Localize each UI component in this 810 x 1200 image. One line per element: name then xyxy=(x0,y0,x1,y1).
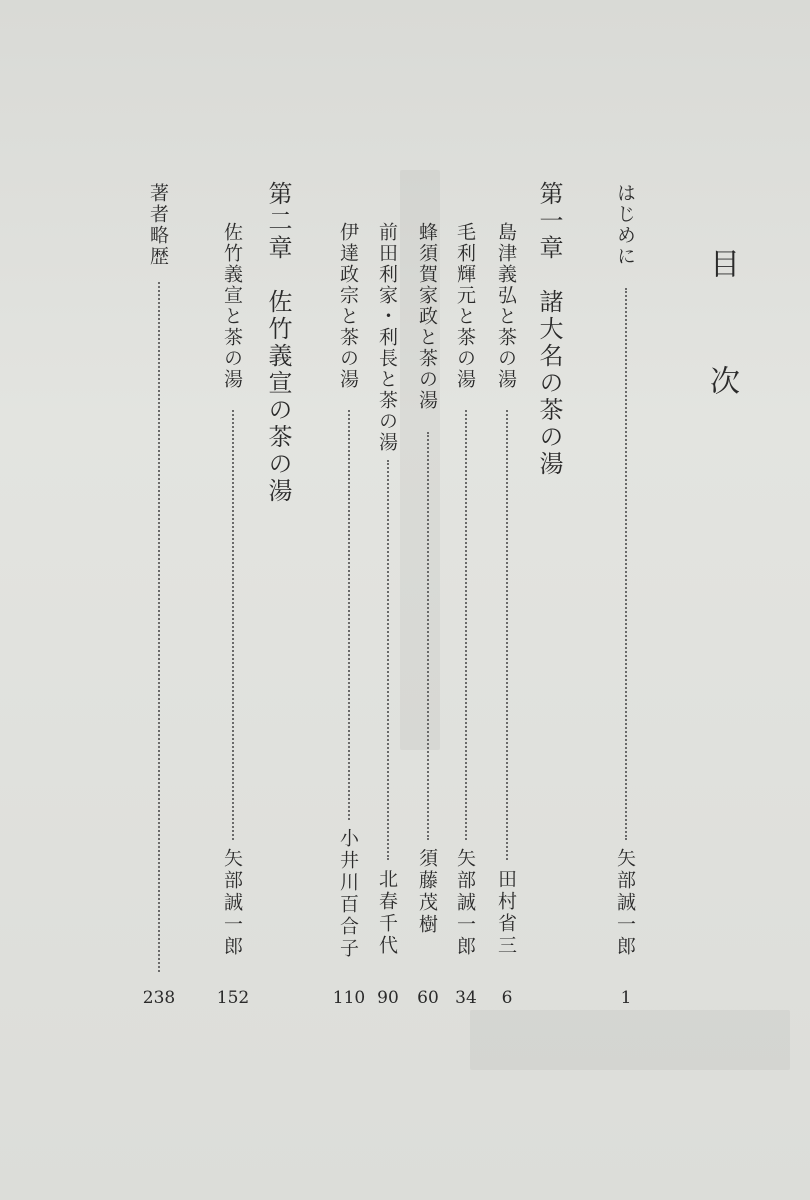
dotted-leader xyxy=(625,288,627,840)
dotted-leader xyxy=(427,432,429,840)
toc-entry-page: 238 xyxy=(142,988,176,1008)
toc-entry-title: 佐竹義宣と茶の湯 xyxy=(221,222,243,390)
toc-entry-page: 90 xyxy=(377,988,399,1008)
toc-entry-author: 矢部誠一郎 xyxy=(454,848,476,958)
toc-entry-title: はじめに xyxy=(614,183,636,267)
toc-entry-page: 1 xyxy=(620,988,632,1008)
toc-entry-title: 毛利輝元と茶の湯 xyxy=(454,222,476,390)
dotted-leader xyxy=(506,410,508,860)
toc-entry-page: 6 xyxy=(501,988,513,1008)
chapter-heading: 第二章 佐竹義宣の茶の湯 xyxy=(264,181,292,505)
toc-entry-title: 蜂須賀家政と茶の湯 xyxy=(416,222,438,411)
toc-entry-author: 小井川百合子 xyxy=(337,828,359,960)
toc-entry-title: 伊達政宗と茶の湯 xyxy=(337,222,359,390)
dotted-leader xyxy=(348,410,350,820)
toc-title: 目 次 xyxy=(704,248,739,421)
dotted-leader xyxy=(387,460,389,860)
show-through-block xyxy=(470,1010,790,1070)
toc-entry-page: 152 xyxy=(216,988,250,1008)
toc-entry-page: 110 xyxy=(332,988,366,1008)
dotted-leader xyxy=(158,282,160,972)
toc-entry-title: 著者略歴 xyxy=(147,183,169,267)
dotted-leader xyxy=(232,410,234,840)
toc-entry-title: 島津義弘と茶の湯 xyxy=(495,222,517,390)
toc-entry-author: 田村省三 xyxy=(495,869,517,957)
toc-entry-author: 矢部誠一郎 xyxy=(614,848,636,958)
chapter-heading: 第一章 諸大名の茶の湯 xyxy=(535,181,563,478)
toc-entry-author: 北春千代 xyxy=(376,869,398,957)
toc-entry-page: 34 xyxy=(455,988,477,1008)
dotted-leader xyxy=(465,410,467,840)
toc-entry-title: 前田利家・利長と茶の湯 xyxy=(376,222,398,453)
toc-entry-page: 60 xyxy=(417,988,439,1008)
toc-entry-author: 矢部誠一郎 xyxy=(221,848,243,958)
toc-entry-author: 須藤茂樹 xyxy=(416,848,438,936)
